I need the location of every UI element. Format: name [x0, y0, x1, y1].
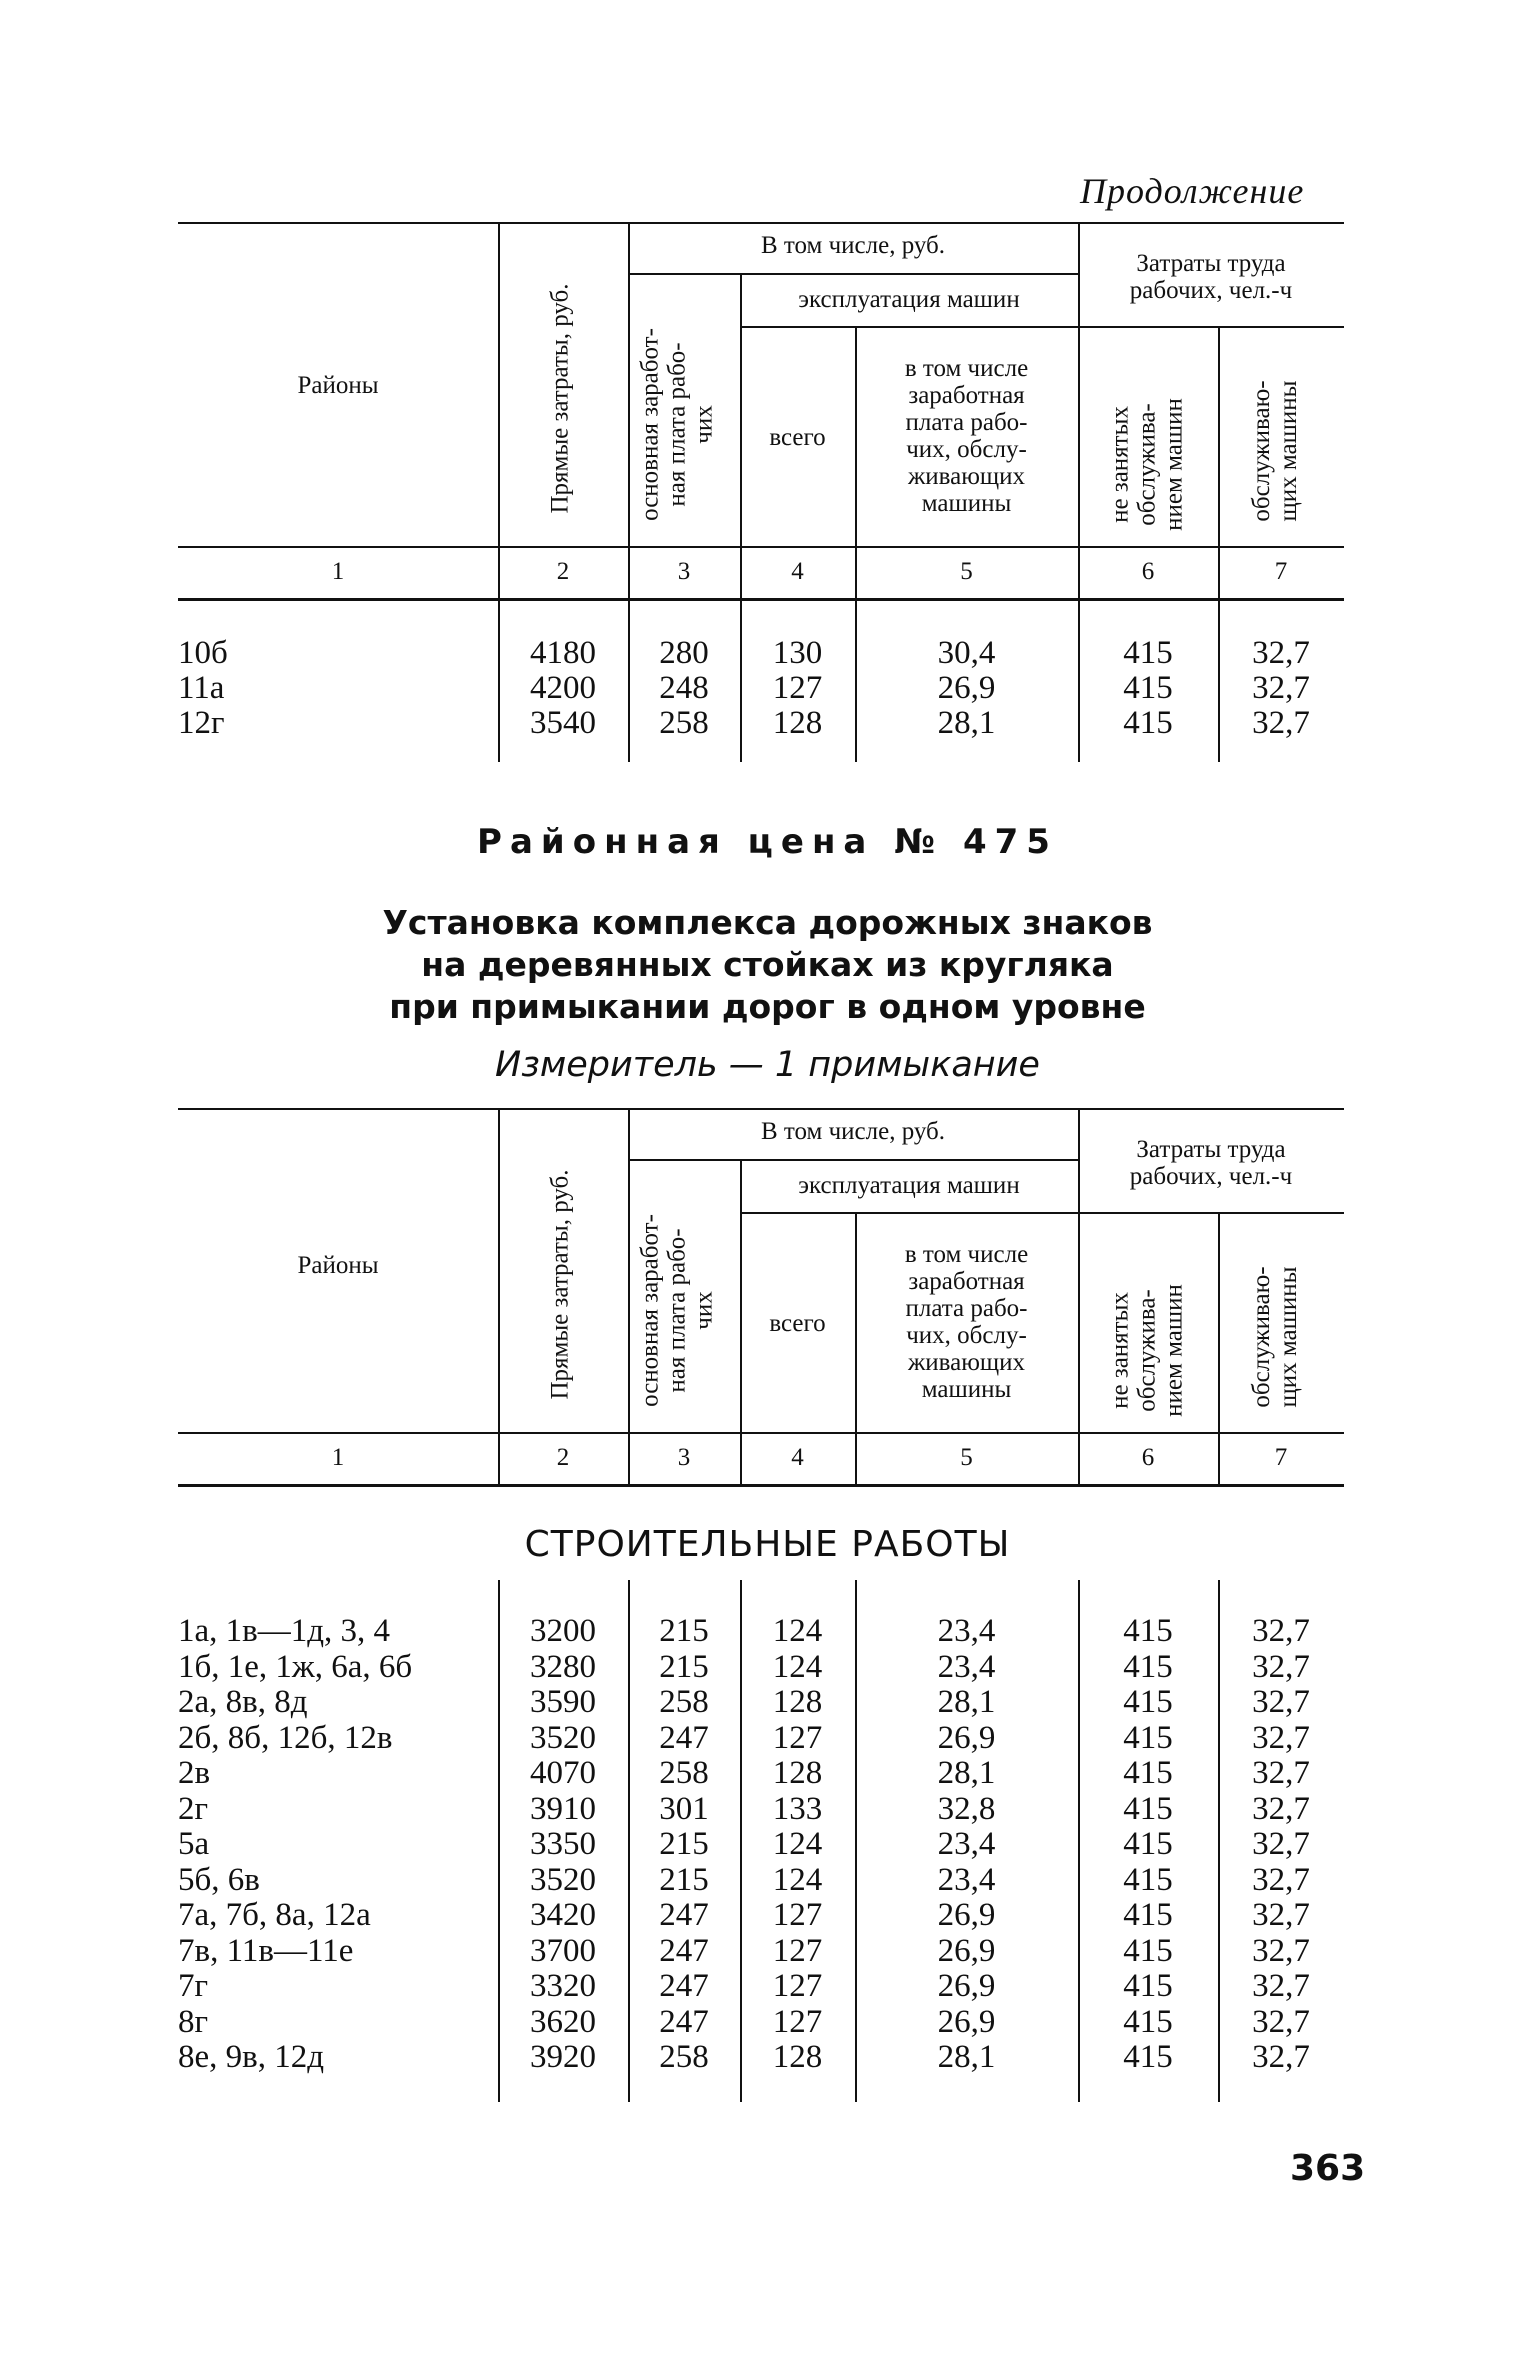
col-num: 3 — [677, 558, 691, 585]
value-cell: 415 — [1123, 670, 1173, 706]
value-cell: 32,7 — [1252, 635, 1310, 671]
header-incl-wage: в том числе заработная плата рабо- чих, обслу- живающих машины — [904, 355, 1029, 517]
value-cell: 32,7 — [1252, 1719, 1310, 1756]
value-cell: 415 — [1123, 635, 1173, 671]
value-cell: 415 — [1123, 1755, 1173, 1791]
region-cell: 2г — [178, 1790, 209, 1827]
region-cell: 7г — [178, 1968, 209, 2004]
value-cell: 301 — [659, 1790, 709, 1827]
header-direct-costs: Прямые затраты, руб. — [546, 1169, 574, 1400]
value-cell: 3350 — [530, 1826, 596, 1862]
value-cell: 215 — [659, 1861, 709, 1898]
value-cell: 247 — [659, 1932, 709, 1969]
value-cell: 415 — [1123, 1719, 1173, 1756]
value-cell: 26,9 — [937, 2003, 996, 2040]
value-cell: 30,4 — [937, 635, 996, 671]
value-cell: 415 — [1123, 1861, 1173, 1898]
value-cell: 3700 — [530, 1932, 596, 1969]
region-cell: 2а, 8в, 8д — [178, 1684, 308, 1720]
value-cell: 247 — [659, 1968, 709, 2004]
header-labor: Затраты труда рабочих, чел.-ч — [1129, 1136, 1293, 1190]
value-cell: 3520 — [530, 1719, 596, 1756]
header-total: всего — [769, 1310, 826, 1337]
col-num: 5 — [960, 1444, 973, 1471]
value-cell: 26,9 — [937, 1968, 996, 2004]
region-cell: 8е, 9в, 12д — [178, 2039, 325, 2075]
section-title: СТРОИТЕЛЬНЫЕ РАБОТЫ — [524, 1524, 1011, 1565]
value-cell: 32,7 — [1252, 1897, 1310, 1933]
value-cell: 32,7 — [1252, 1826, 1310, 1862]
region-cell: 11а — [178, 670, 225, 706]
header-incl: В том числе, руб. — [760, 1118, 946, 1145]
header-labor: Затраты труда рабочих, чел.-ч — [1129, 250, 1293, 304]
value-cell: 3910 — [530, 1790, 596, 1827]
value-cell: 32,7 — [1252, 2003, 1310, 2040]
value-cell: 3200 — [530, 1613, 596, 1649]
value-cell: 28,1 — [937, 1755, 996, 1791]
value-cell: 130 — [772, 635, 823, 671]
col-num: 2 — [556, 1444, 570, 1471]
value-cell: 128 — [772, 2039, 823, 2075]
value-cell: 28,1 — [937, 1684, 996, 1720]
header-direct-costs: Прямые затраты, руб. — [546, 283, 574, 514]
value-cell: 32,7 — [1252, 1755, 1310, 1791]
col-num: 4 — [791, 558, 804, 585]
region-cell: 10б — [178, 635, 228, 671]
value-cell: 215 — [659, 1648, 709, 1685]
value-cell: 3420 — [530, 1897, 596, 1933]
col-num: 1 — [331, 1444, 345, 1471]
price-title: Районная цена № 475 — [477, 822, 1058, 862]
value-cell: 3540 — [530, 705, 596, 741]
value-cell: 26,9 — [937, 1932, 996, 1969]
col-num: 1 — [331, 558, 345, 585]
value-cell: 4180 — [530, 635, 596, 671]
region-cell: 2в — [178, 1755, 211, 1791]
value-cell: 215 — [659, 1613, 709, 1649]
value-cell: 28,1 — [937, 705, 996, 741]
value-cell: 247 — [659, 1719, 709, 1756]
region-cell: 7а, 7б, 8а, 12а — [178, 1897, 371, 1933]
region-cell: 8г — [178, 2003, 209, 2040]
value-cell: 247 — [659, 1897, 709, 1933]
value-cell: 415 — [1123, 1897, 1173, 1933]
region-cell: 7в, 11в—11е — [178, 1932, 354, 1969]
value-cell: 415 — [1123, 1932, 1173, 1969]
value-cell: 415 — [1123, 2003, 1173, 2040]
value-cell: 23,4 — [937, 1613, 996, 1649]
header-regions: Районы — [297, 372, 379, 399]
value-cell: 215 — [659, 1826, 709, 1862]
value-cell: 248 — [659, 670, 709, 706]
header-total: всего — [769, 424, 826, 451]
value-cell: 32,7 — [1252, 1790, 1310, 1827]
work-title: Установка комплекса дорожных знаков на деревянных стойках из кругляка при примыкании дорог в одном уровне — [382, 903, 1153, 1026]
value-cell: 124 — [772, 1826, 823, 1862]
col-num: 2 — [556, 558, 570, 585]
value-cell: 127 — [772, 1932, 823, 1969]
value-cell: 415 — [1123, 1648, 1173, 1685]
header-serving: обслуживаю- щих машины — [1248, 1266, 1302, 1408]
value-cell: 258 — [659, 2039, 709, 2075]
value-cell: 32,8 — [937, 1790, 996, 1827]
header-incl-wage: в том числе заработная плата рабо- чих, обслу- живающих машины — [904, 1241, 1029, 1403]
value-cell: 247 — [659, 2003, 709, 2040]
value-cell: 127 — [772, 1968, 823, 2004]
value-cell: 3920 — [530, 2039, 596, 2075]
header-machine-ops: эксплуатация машин — [798, 1172, 1020, 1199]
col-num: 7 — [1274, 1444, 1288, 1471]
meter-label: Измеритель — 1 примыкание — [495, 1045, 1040, 1085]
value-cell: 3590 — [530, 1684, 596, 1720]
value-cell: 415 — [1123, 1790, 1173, 1827]
value-cell: 415 — [1123, 2039, 1173, 2075]
value-cell: 127 — [772, 2003, 823, 2040]
value-cell: 128 — [772, 705, 823, 741]
value-cell: 3520 — [530, 1861, 596, 1898]
header-incl: В том числе, руб. — [760, 232, 946, 259]
region-cell: 5а — [178, 1826, 210, 1862]
value-cell: 3280 — [530, 1648, 596, 1685]
value-cell: 23,4 — [937, 1826, 996, 1862]
col-num: 4 — [791, 1444, 804, 1471]
value-cell: 258 — [659, 705, 709, 741]
value-cell: 415 — [1123, 1826, 1173, 1862]
value-cell: 4200 — [530, 670, 596, 706]
value-cell: 415 — [1123, 1613, 1173, 1649]
value-cell: 32,7 — [1252, 1861, 1310, 1898]
region-cell: 12г — [178, 705, 225, 741]
region-cell: 5б, 6в — [178, 1861, 260, 1898]
value-cell: 32,7 — [1252, 1613, 1310, 1649]
value-cell: 124 — [772, 1861, 823, 1898]
value-cell: 258 — [659, 1684, 709, 1720]
col-num: 7 — [1274, 558, 1288, 585]
value-cell: 127 — [772, 1897, 823, 1933]
page-number: 363 — [1290, 2148, 1366, 2189]
value-cell: 23,4 — [937, 1861, 996, 1898]
region-cell: 1а, 1в—1д, 3, 4 — [178, 1613, 391, 1649]
header-machine-ops: эксплуатация машин — [798, 286, 1020, 313]
value-cell: 3620 — [530, 2003, 596, 2040]
value-cell: 26,9 — [937, 670, 996, 706]
value-cell: 32,7 — [1252, 1648, 1310, 1685]
col-num: 6 — [1141, 1444, 1155, 1471]
value-cell: 127 — [772, 670, 823, 706]
value-cell: 32,7 — [1252, 2039, 1310, 2075]
region-cell: 1б, 1е, 1ж, 6а, 6б — [178, 1648, 413, 1685]
continuation-label: Продолжение — [1080, 171, 1305, 211]
header-not-busy: не занятых обслужива- нием машин — [1106, 1284, 1188, 1417]
value-cell: 4070 — [530, 1755, 596, 1791]
header-base-wage: основная заработ- ная плата рабо- чих — [636, 328, 718, 521]
value-cell: 415 — [1123, 1968, 1173, 2004]
col-num: 3 — [677, 1444, 691, 1471]
value-cell: 32,7 — [1252, 705, 1310, 741]
value-cell: 26,9 — [937, 1719, 996, 1756]
value-cell: 128 — [772, 1684, 823, 1720]
value-cell: 128 — [772, 1755, 823, 1791]
value-cell: 415 — [1123, 1684, 1173, 1720]
value-cell: 32,7 — [1252, 1968, 1310, 2004]
value-cell: 133 — [772, 1790, 823, 1827]
value-cell: 32,7 — [1252, 1932, 1310, 1969]
value-cell: 23,4 — [937, 1648, 996, 1685]
value-cell: 28,1 — [937, 2039, 996, 2075]
header-base-wage: основная заработ- ная плата рабо- чих — [636, 1214, 718, 1407]
header-not-busy: не занятых обслужива- нием машин — [1106, 398, 1188, 531]
value-cell: 32,7 — [1252, 670, 1310, 706]
value-cell: 3320 — [530, 1968, 596, 2004]
value-cell: 127 — [772, 1719, 823, 1756]
value-cell: 32,7 — [1252, 1684, 1310, 1720]
col-num: 6 — [1141, 558, 1155, 585]
value-cell: 280 — [659, 635, 709, 671]
value-cell: 415 — [1123, 705, 1173, 741]
value-cell: 124 — [772, 1613, 823, 1649]
value-cell: 124 — [772, 1648, 823, 1685]
value-cell: 258 — [659, 1755, 709, 1791]
header-regions: Районы — [297, 1252, 379, 1279]
header-serving: обслуживаю- щих машины — [1248, 380, 1302, 522]
value-cell: 26,9 — [937, 1897, 996, 1933]
region-cell: 2б, 8б, 12б, 12в — [178, 1719, 393, 1756]
col-num: 5 — [960, 558, 973, 585]
